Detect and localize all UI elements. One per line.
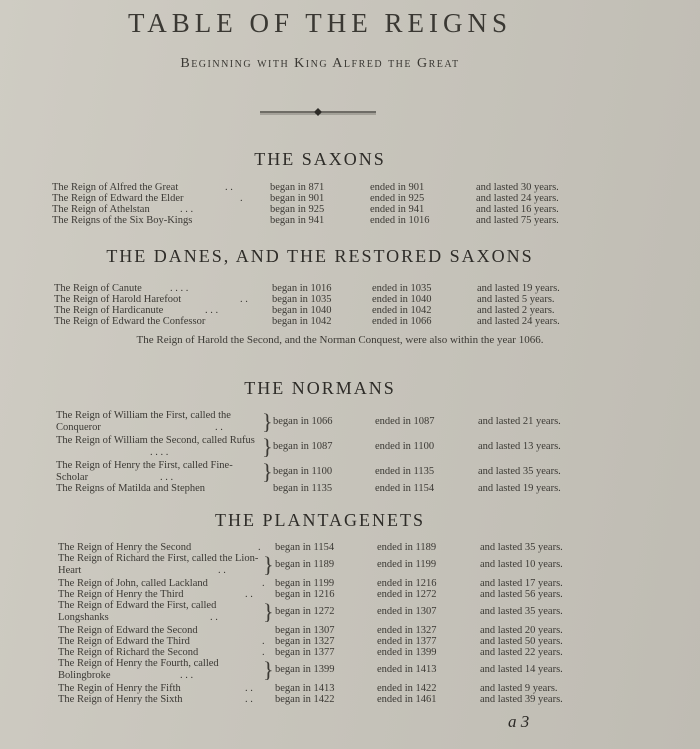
brace-mark: } bbox=[263, 552, 274, 577]
began-text: began in 1035 bbox=[272, 294, 332, 305]
reign-row bbox=[0, 283, 700, 294]
row-filler: . . bbox=[218, 565, 226, 576]
section-heading-plantagenets: THE PLANTAGENETS bbox=[214, 510, 426, 530]
began-text: began in 1135 bbox=[273, 483, 333, 494]
reign-name: The Reign of Edward the Second bbox=[58, 625, 198, 636]
began-text: began in 1040 bbox=[272, 305, 332, 316]
reign-name: The Reign of William the First, called the Conqueror bbox=[56, 410, 231, 433]
ended-text: ended in 1040 bbox=[372, 294, 432, 305]
lasted-text: and lasted 35 years. bbox=[480, 606, 563, 617]
reign-list-danes bbox=[0, 283, 700, 327]
began-text: began in 1377 bbox=[275, 647, 335, 658]
reign-row bbox=[0, 305, 700, 316]
row-filler: . . . bbox=[205, 305, 219, 316]
reign-name: The Reign of William the Second, called Rufus bbox=[56, 435, 255, 446]
reign-list-saxons bbox=[0, 182, 700, 226]
began-text: began in 1422 bbox=[275, 694, 335, 705]
brace-mark: } bbox=[262, 459, 273, 484]
lasted-text: and lasted 13 years. bbox=[478, 441, 561, 452]
ended-text: ended in 1422 bbox=[377, 683, 437, 694]
reign-row bbox=[0, 589, 700, 600]
page-title: TABLE OF THE REIGNS bbox=[127, 8, 513, 38]
began-text: began in 941 bbox=[270, 215, 325, 226]
reign-name: The Reign of Hardicanute bbox=[54, 305, 164, 316]
reign-row bbox=[0, 542, 700, 553]
lasted-text: and lasted 19 years. bbox=[477, 283, 560, 294]
lasted-text: and lasted 35 years. bbox=[480, 542, 563, 553]
lasted-text: and lasted 16 years. bbox=[476, 204, 559, 215]
ended-text: ended in 1189 bbox=[377, 542, 437, 553]
reign-name: The Reign of Richard the First, called the Lion-Heart bbox=[58, 553, 259, 576]
reign-name: The Regin of Henry the Fifth bbox=[58, 683, 181, 694]
row-filler: . bbox=[240, 193, 243, 204]
row-filler: . . bbox=[245, 694, 253, 705]
lasted-text: and lasted 2 years. bbox=[477, 305, 555, 316]
reign-row bbox=[0, 647, 700, 658]
lasted-text: and lasted 75 years. bbox=[476, 215, 559, 226]
reign-name: The Reign of Henry the Third bbox=[58, 589, 184, 600]
reign-row bbox=[0, 683, 700, 694]
lasted-text: and lasted 22 years. bbox=[480, 647, 563, 658]
reign-row bbox=[0, 316, 700, 327]
reign-name: The Reign of John, called Lackland bbox=[58, 578, 208, 589]
ended-text: ended in 1016 bbox=[370, 215, 430, 226]
reign-list-plantagenets bbox=[0, 542, 700, 705]
brace-mark: } bbox=[262, 409, 273, 434]
reign-row bbox=[0, 578, 700, 589]
reign-name: The Reign of Harold Harefoot bbox=[54, 294, 182, 305]
row-filler: . . . bbox=[180, 204, 194, 215]
brace-mark: } bbox=[262, 434, 273, 459]
row-filler: . . bbox=[215, 422, 223, 433]
reign-row bbox=[0, 658, 700, 683]
began-text: began in 925 bbox=[270, 204, 325, 215]
lasted-text: and lasted 21 years. bbox=[478, 416, 561, 427]
reign-row bbox=[0, 600, 700, 625]
ended-text: ended in 1087 bbox=[375, 416, 435, 427]
row-filler: . bbox=[262, 647, 265, 658]
reign-row bbox=[0, 204, 700, 215]
lasted-text: and lasted 24 years. bbox=[477, 316, 560, 327]
ended-text: ended in 1066 bbox=[372, 316, 432, 327]
lasted-text: and lasted 14 years. bbox=[480, 664, 563, 675]
reign-name: The Reign of Edward the Elder bbox=[52, 193, 184, 204]
ended-text: ended in 1272 bbox=[377, 589, 437, 600]
reign-name: The Reign of Richard the Second bbox=[58, 647, 199, 658]
reign-row bbox=[0, 435, 700, 460]
lasted-text: and lasted 19 years. bbox=[478, 483, 561, 494]
lasted-text: and lasted 9 years. bbox=[480, 683, 558, 694]
reign-row bbox=[0, 694, 700, 705]
section-note: The Reign of Harold the Second, and the Norman Conquest, were also within the year 1066. bbox=[136, 334, 544, 346]
reign-name: The Reign of Henry the Fourth, called Bolingbroke bbox=[58, 658, 219, 681]
lasted-text: and lasted 56 years. bbox=[480, 589, 563, 600]
lasted-text: and lasted 50 years. bbox=[480, 636, 563, 647]
ended-text: ended in 1154 bbox=[375, 483, 435, 494]
began-text: began in 1216 bbox=[275, 589, 335, 600]
page-subtitle: Beginning with King Alfred the Great bbox=[180, 56, 460, 71]
row-filler: . . . bbox=[180, 670, 194, 681]
reign-name: The Reign of Canute bbox=[54, 283, 142, 294]
reign-row bbox=[0, 182, 700, 193]
lasted-text: and lasted 39 years. bbox=[480, 694, 563, 705]
ended-text: ended in 1307 bbox=[377, 606, 437, 617]
reign-row bbox=[0, 625, 700, 636]
began-text: began in 1066 bbox=[273, 416, 333, 427]
section-heading-normans: THE NORMANS bbox=[244, 378, 396, 398]
ended-text: ended in 1399 bbox=[377, 647, 437, 658]
brace-mark: } bbox=[263, 599, 274, 624]
reign-row bbox=[0, 483, 700, 494]
began-text: began in 1399 bbox=[275, 664, 335, 675]
lasted-text: and lasted 5 years. bbox=[477, 294, 555, 305]
began-text: began in 871 bbox=[270, 182, 325, 193]
began-text: began in 1199 bbox=[275, 578, 335, 589]
reign-name: The Reign of Edward the Third bbox=[58, 636, 190, 647]
ended-text: ended in 1035 bbox=[372, 283, 432, 294]
reign-name: The Reign of Alfred the Great bbox=[52, 182, 179, 193]
ended-text: ended in 941 bbox=[370, 204, 425, 215]
brace-mark: } bbox=[263, 657, 274, 682]
reign-name: The Reign of Edward the Confessor bbox=[54, 316, 206, 327]
ended-text: ended in 925 bbox=[370, 193, 425, 204]
row-filler: . . . . bbox=[150, 447, 169, 458]
row-filler: . . bbox=[245, 589, 253, 600]
reign-row bbox=[0, 553, 700, 578]
row-filler: . . . . bbox=[170, 283, 189, 294]
lasted-text: and lasted 24 years. bbox=[476, 193, 559, 204]
reign-name: The Reigns of Matilda and Stephen bbox=[56, 483, 206, 494]
reign-row bbox=[0, 215, 700, 226]
row-filler: . bbox=[262, 578, 265, 589]
lasted-text: and lasted 30 years. bbox=[476, 182, 559, 193]
reign-row bbox=[0, 294, 700, 305]
section-heading-danes: THE DANES, AND THE RESTORED SAXONS bbox=[106, 246, 534, 266]
ended-text: ended in 1135 bbox=[375, 466, 435, 477]
began-text: began in 1272 bbox=[275, 606, 335, 617]
began-text: began in 1327 bbox=[275, 636, 335, 647]
ornament-divider bbox=[258, 106, 378, 118]
row-filler: . . bbox=[240, 294, 248, 305]
lasted-text: and lasted 10 years. bbox=[480, 559, 563, 570]
ended-text: ended in 1042 bbox=[372, 305, 432, 316]
reign-name: The Reign of Edward the First, called Longshanks bbox=[58, 600, 217, 623]
row-filler: . . bbox=[245, 683, 253, 694]
reign-name: The Reign of Henry the Sixth bbox=[58, 694, 183, 705]
reign-name: The Reigns of the Six Boy-Kings bbox=[52, 215, 193, 226]
began-text: began in 1100 bbox=[273, 466, 333, 477]
reign-row bbox=[0, 410, 700, 435]
lasted-text: and lasted 17 years. bbox=[480, 578, 563, 589]
began-text: began in 901 bbox=[270, 193, 325, 204]
ended-text: ended in 1199 bbox=[377, 559, 437, 570]
lasted-text: and lasted 35 years. bbox=[478, 466, 561, 477]
ended-text: ended in 1377 bbox=[377, 636, 437, 647]
section-heading-saxons: THE SAXONS bbox=[254, 149, 386, 169]
began-text: began in 1154 bbox=[275, 542, 335, 553]
lasted-text: and lasted 20 years. bbox=[480, 625, 563, 636]
began-text: began in 1087 bbox=[273, 441, 333, 452]
began-text: began in 1307 bbox=[275, 625, 335, 636]
reign-row bbox=[0, 193, 700, 204]
began-text: began in 1413 bbox=[275, 683, 335, 694]
reign-row bbox=[0, 460, 700, 485]
began-text: began in 1042 bbox=[272, 316, 332, 327]
row-filler: . . bbox=[210, 612, 218, 623]
page-folio-mark: a 3 bbox=[508, 712, 530, 731]
row-filler: . . bbox=[225, 182, 233, 193]
ended-text: ended in 901 bbox=[370, 182, 425, 193]
row-filler: . bbox=[262, 636, 265, 647]
reign-row bbox=[0, 636, 700, 647]
ended-text: ended in 1327 bbox=[377, 625, 437, 636]
reign-list-normans bbox=[0, 410, 700, 494]
began-text: began in 1189 bbox=[275, 559, 335, 570]
row-filler: . bbox=[258, 542, 261, 553]
ended-text: ended in 1100 bbox=[375, 441, 435, 452]
ended-text: ended in 1461 bbox=[377, 694, 437, 705]
reign-name: The Reign of Henry the First, called Fine-Scholar bbox=[56, 460, 233, 483]
ended-text: ended in 1216 bbox=[377, 578, 437, 589]
reign-name: The Reign of Henry the Second bbox=[58, 542, 192, 553]
row-filler: . . . bbox=[160, 472, 174, 483]
reign-name: The Reign of Athelstan bbox=[52, 204, 150, 215]
ended-text: ended in 1413 bbox=[377, 664, 437, 675]
began-text: began in 1016 bbox=[272, 283, 332, 294]
